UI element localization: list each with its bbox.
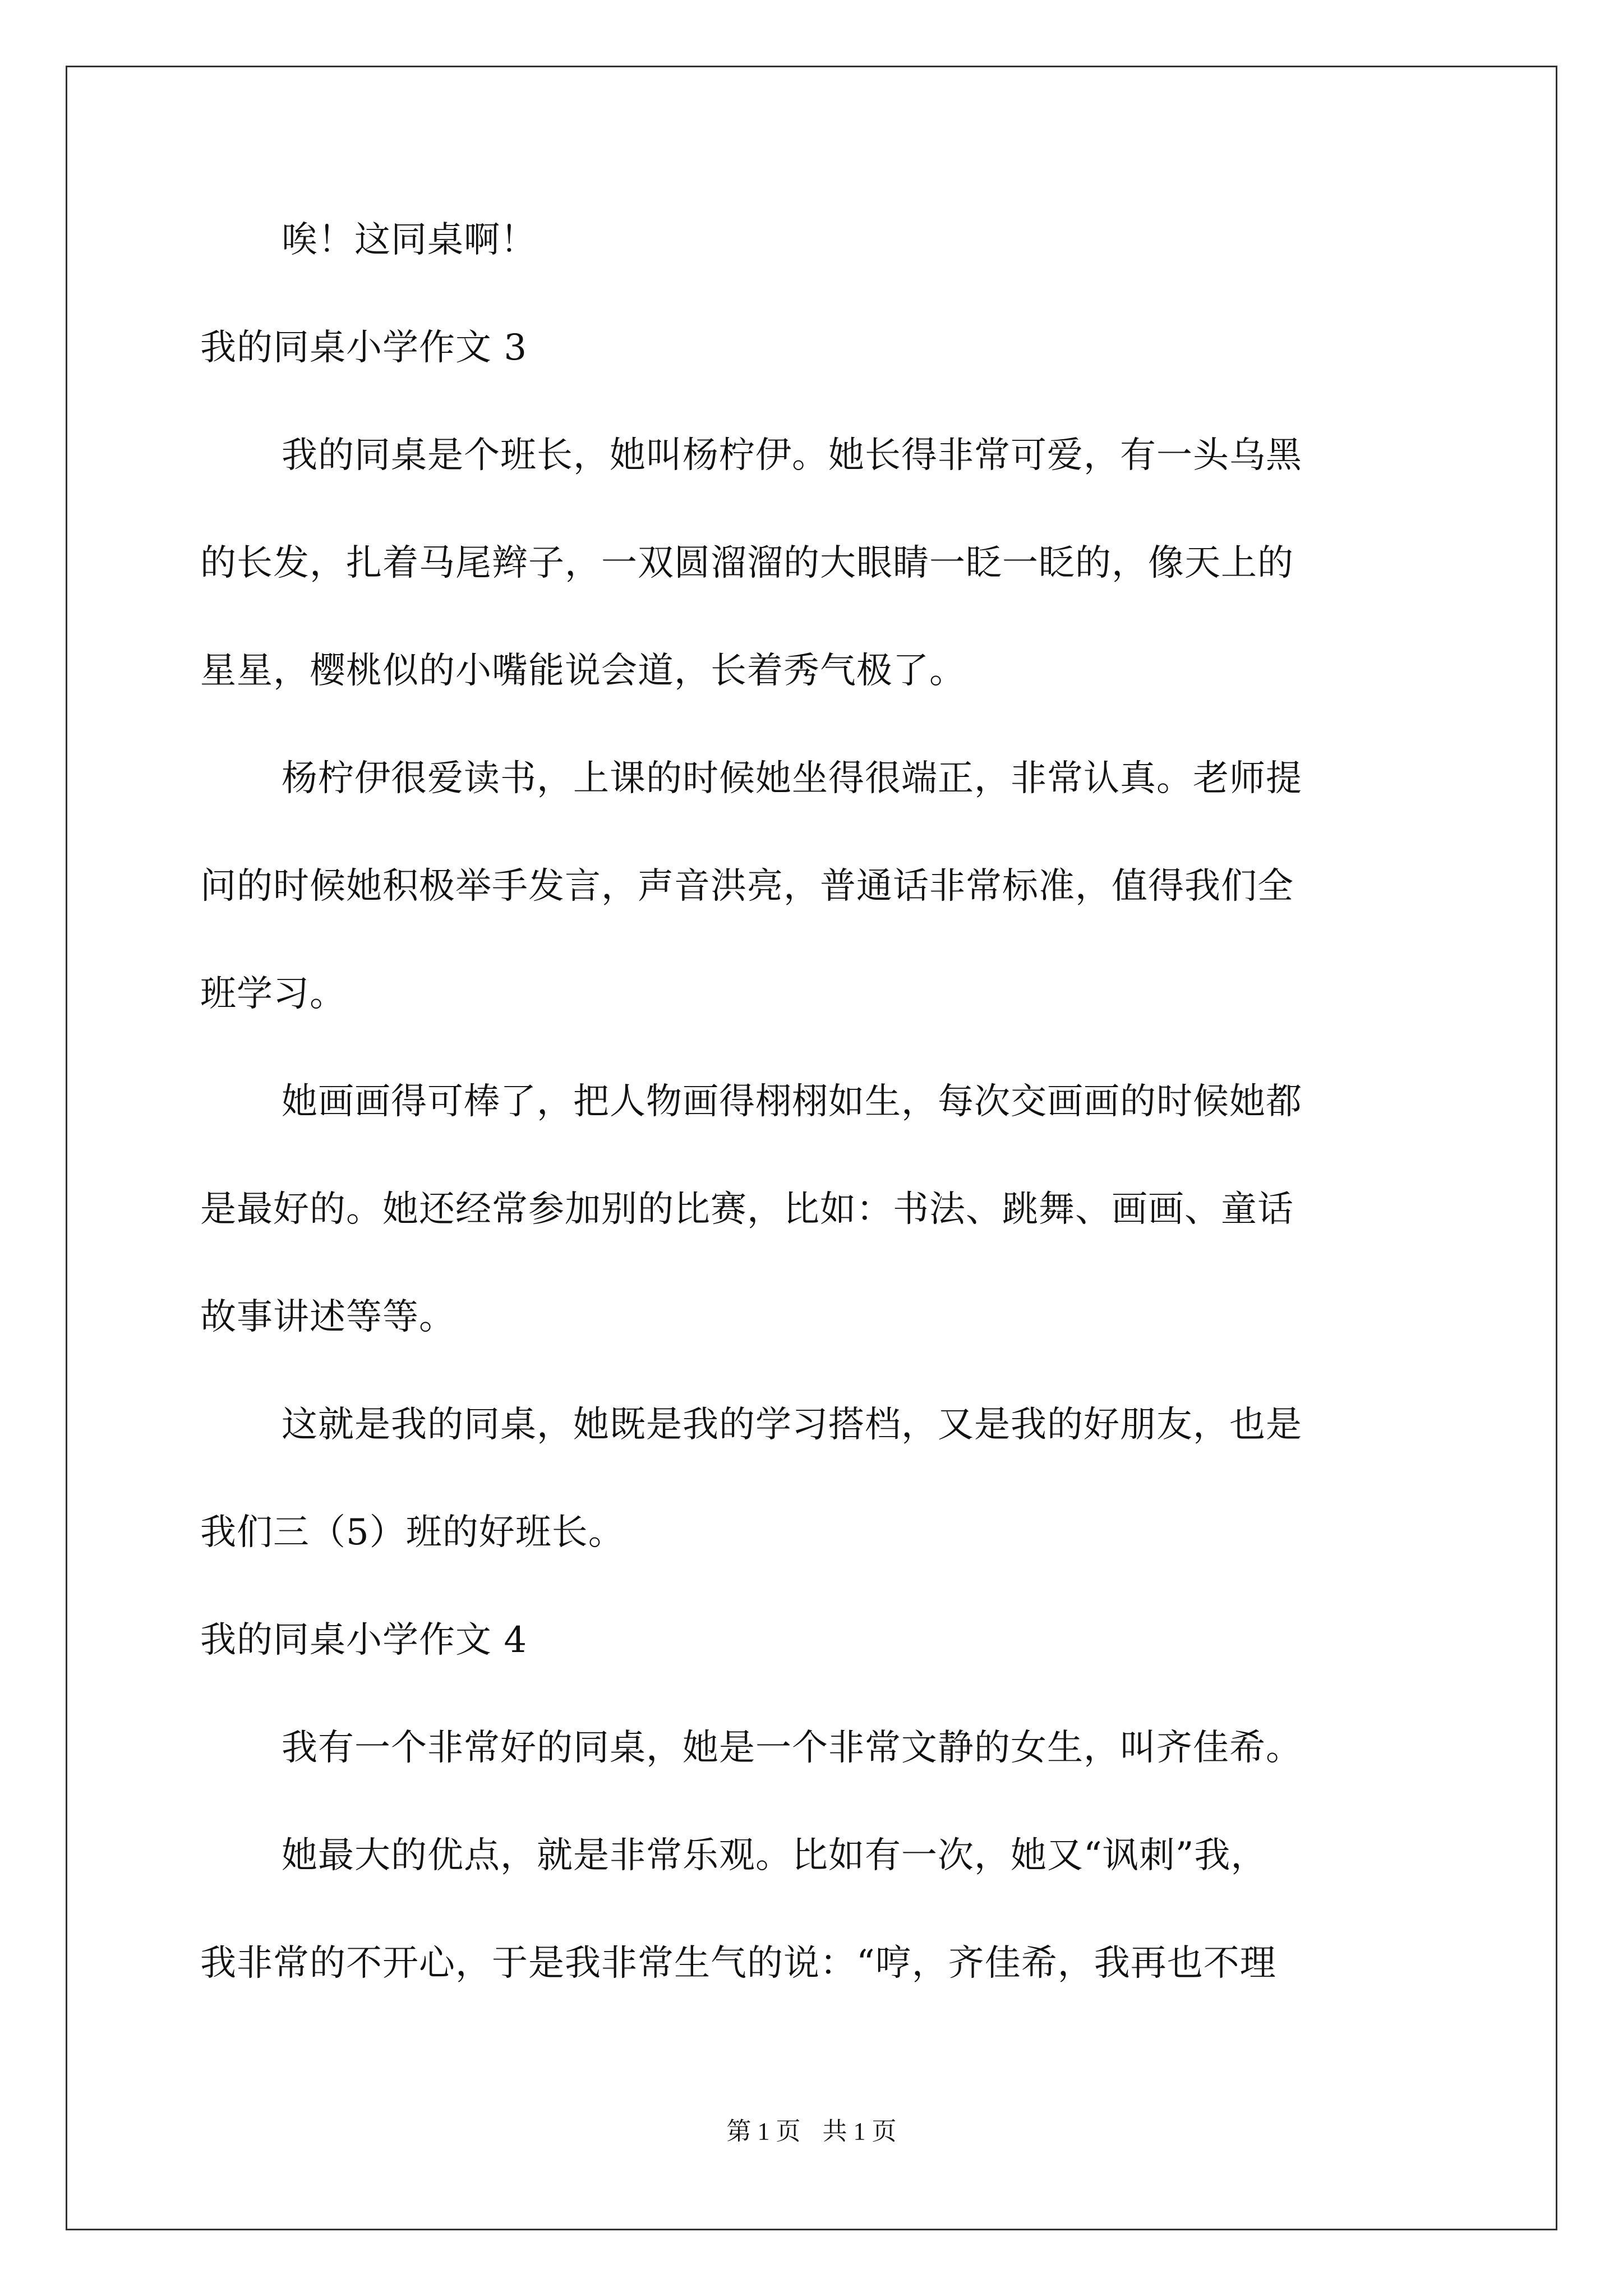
section-heading: 我的同桌小学作文 3 bbox=[200, 327, 528, 369]
paragraph-line: 是最好的。她还经常参加别的比赛，比如：书法、跳舞、画画、童话 bbox=[200, 1189, 1294, 1230]
section-heading: 我的同桌小学作文 4 bbox=[200, 1619, 528, 1661]
paragraph-line: 问的时候她积极举手发言，声音洪亮，普通话非常标准，值得我们全 bbox=[200, 866, 1294, 907]
paragraph-line: 我非常的不开心，于是我非常生气的说：“哼，齐佳希，我再也不理 bbox=[200, 1943, 1276, 1984]
paragraph-line: 我的同桌是个班长，她叫杨柠伊。她长得非常可爱，有一头乌黑 bbox=[282, 435, 1302, 476]
page-total: 共 1 页 bbox=[822, 2118, 897, 2145]
paragraph-line: 的长发，扎着马尾辫子，一双圆溜溜的大眼睛一眨一眨的，像天上的 bbox=[200, 542, 1294, 584]
paragraph-line: 唉！这同桌啊！ bbox=[282, 219, 537, 261]
paragraph-line: 这就是我的同桌，她既是我的学习搭档，又是我的好朋友，也是 bbox=[282, 1404, 1302, 1446]
paragraph-line: 她最大的优点，就是非常乐观。比如有一次，她又“讽刺”我， bbox=[282, 1835, 1267, 1876]
paragraph-line: 星星，樱桃似的小嘴能说会道，长着秀气极了。 bbox=[200, 650, 966, 692]
paragraph-line: 她画画得可棒了，把人物画得栩栩如生，每次交画画的时候她都 bbox=[282, 1081, 1302, 1122]
paragraph-line: 故事讲述等等。 bbox=[200, 1296, 455, 1338]
document-body bbox=[200, 213, 1434, 1990]
page-footer bbox=[0, 2115, 1623, 2148]
paragraph-line: 我有一个非常好的同桌，她是一个非常文静的女生，叫齐佳希。 bbox=[282, 1727, 1302, 1769]
paragraph-line: 班学习。 bbox=[200, 973, 346, 1015]
page-number: 第 1 页 bbox=[726, 2118, 801, 2145]
paragraph-line: 我们三（5）班的好班长。 bbox=[200, 1512, 625, 1553]
paragraph-line: 杨柠伊很爱读书，上课的时候她坐得很端正，非常认真。老师提 bbox=[282, 758, 1302, 799]
